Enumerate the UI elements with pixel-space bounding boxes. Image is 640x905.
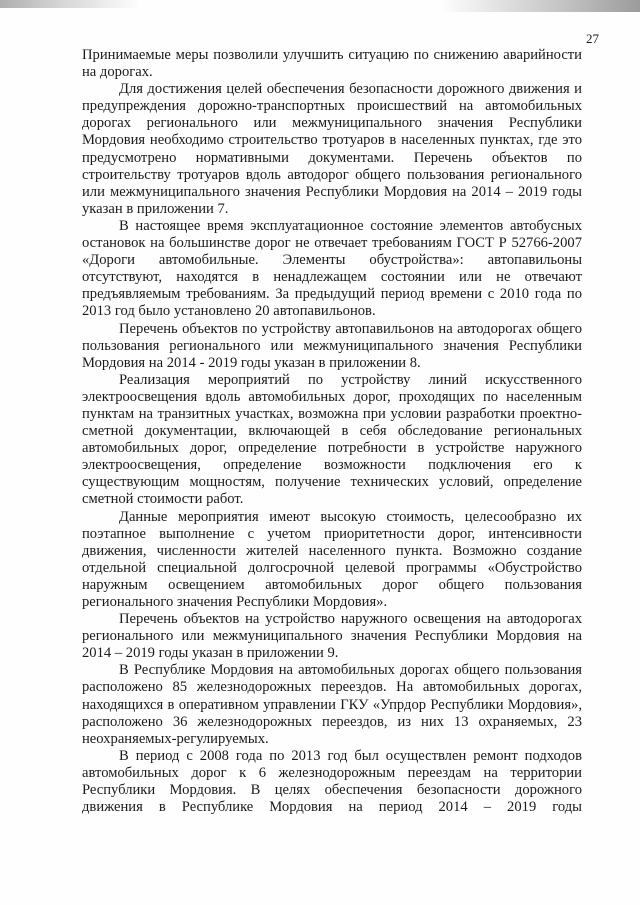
document-body (82, 47, 582, 816)
paragraph: Принимаемые меры позволили улучшить ситуацию по снижению аварийности на дорогах. (82, 47, 582, 81)
paragraph: Данные мероприятия имеют высокую стоимость, целесообразно их поэтапное выполнение с учетом приоритетности дорог, интенсивности движения, численности жителей населенного пункта. Возможно создание отдельной специальной долгосрочной целевой программы «Обустройство наружным освещением автомобильных дорог общего пользования регионального значения Республики Мордовия». (82, 508, 582, 610)
paragraph: В период с 2008 года по 2013 год был осуществлен ремонт подходов автомобильных дорог к 6 железнодорожным переездам на территории Республики Мордовия. В целях обеспечения безопасности дорожного движения в Республике Мордовия на период 2014 – 2019 годы (82, 747, 582, 816)
paragraph: Перечень объектов на устройство наружного освещения на автодорогах регионального или межмуниципального значения Республики Мордовия на 2014 – 2019 годы указан в приложении 9. (82, 611, 582, 662)
paragraph: В Республике Мордовия на автомобильных дорогах общего пользования расположено 85 железнодорожных переездов. На автомобильных дорогах, находящихся в оперативном управлении ГКУ «Упрдор Республики Мордовия», расположено 36 железнодорожных переездов, из них 13 охраняемых, 23 неохраняемых-регулируемых. (82, 662, 582, 747)
scan-edge-artifact (0, 0, 140, 8)
paragraph: Реализация мероприятий по устройству линий искусственного электроосвещения вдоль автомобильных дорог, проходящих по населенным пунктам на транзитных участках, возможна при условии разработки проектно-сметной документации, включающей в себя обследование региональных автомобильных дорог, определение потребности в устройстве наружного электроосвещения, определение возможности подключения его к существующим мощностям, получение технических условий, определение сметной стоимости работ. (82, 371, 582, 508)
paragraph: Для достижения целей обеспечения безопасности дорожного движения и предупреждения дорожно-транспортных происшествий на автомобильных дорогах регионального или межмуниципального значения Республики Мордовия необходимо строительство тротуаров в населенных пунктах, где это предусмотрено нормативными документами. Перечень объектов по строительству тротуаров вдоль автодорог общего пользования регионального или межмуниципального значения Республики Мордовия на 2014 – 2019 годы указан в приложении 7. (82, 81, 582, 217)
page-number: 27 (586, 31, 599, 46)
paragraph: В настоящее время эксплуатационное состояние элементов автобусных остановок на большинстве дорог не отвечает требованиям ГОСТ Р 52766-2007 «Дороги автомобильные. Элементы обустройства»: автопавильоны отсутствуют, находятся в ненадлежащем состоянии или не отвечают предъявляемым требованиям. За предыдущий период времени с 2010 года по 2013 год было установлено 20 автопавильонов. (82, 217, 582, 320)
paragraph: Перечень объектов по устройству автопавильонов на автодорогах общего пользования регионального или межмуниципального значения Республики Мордовия на 2014 - 2019 годы указан в приложении 8. (82, 320, 582, 371)
scan-edge-artifact (440, 0, 640, 12)
